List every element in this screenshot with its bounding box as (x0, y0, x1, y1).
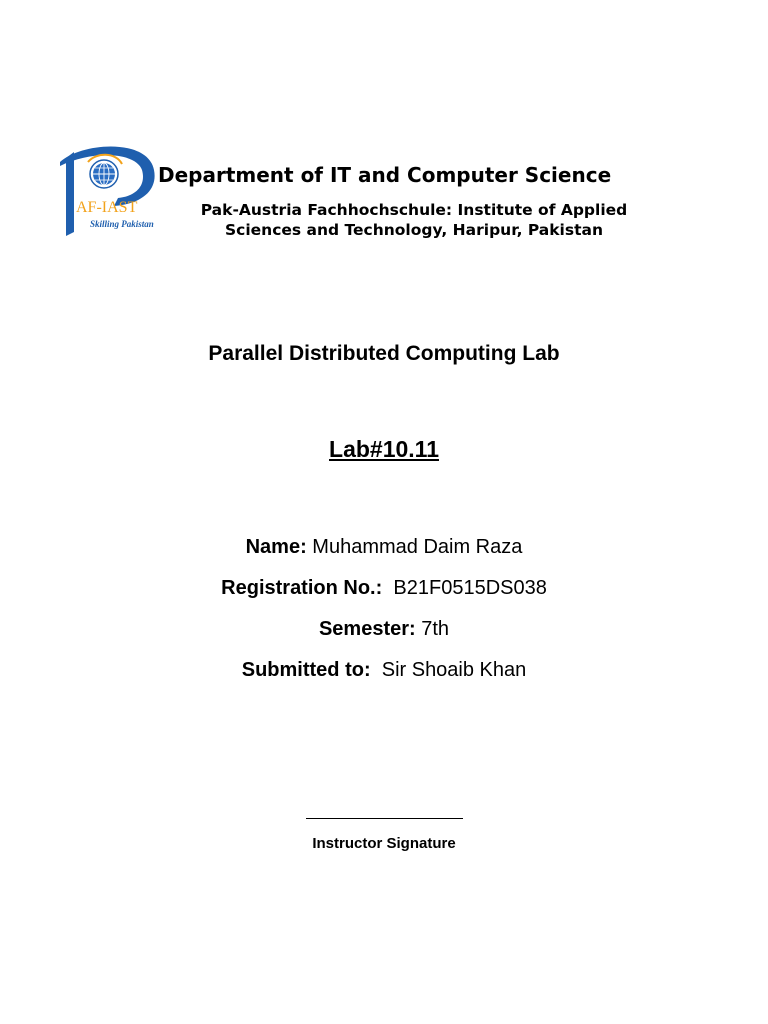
instructor-signature-label: Instructor Signature (312, 835, 456, 852)
registration-value: B21F0515DS038 (382, 577, 547, 599)
registration-label: Registration No.: (221, 577, 383, 599)
student-name-line (0, 534, 768, 560)
logo-tagline: Skilling Pakistan (90, 219, 154, 229)
institute-logo (52, 140, 164, 238)
registration-line (0, 575, 768, 601)
submitted-to-line (0, 657, 768, 683)
department-title: Department of IT and Computer Science (158, 163, 612, 187)
institute-line-1: Pak-Austria Fachhochschule: Institute of Applied (200, 201, 628, 219)
course-title: Parallel Distributed Computing Lab (208, 342, 560, 365)
semester-line (0, 616, 768, 642)
lab-number-text: Lab#10.11 (329, 436, 439, 462)
name-label: Name: (245, 536, 307, 558)
institute-line-2: Sciences and Technology, Haripur, Pakistan (224, 221, 604, 239)
institute-name (160, 200, 668, 240)
submitted-to-label: Submitted to: (241, 659, 371, 681)
lab-number (0, 434, 768, 464)
submitted-to-value: Sir Shoaib Khan (370, 659, 527, 681)
logo-wordmark: AF-IAST (76, 199, 138, 216)
signature-line (306, 818, 463, 819)
semester-label: Semester: (318, 618, 416, 640)
logo-graphic (52, 140, 164, 238)
semester-value: 7th (415, 618, 450, 640)
name-value: Muhammad Daim Raza (306, 536, 523, 558)
